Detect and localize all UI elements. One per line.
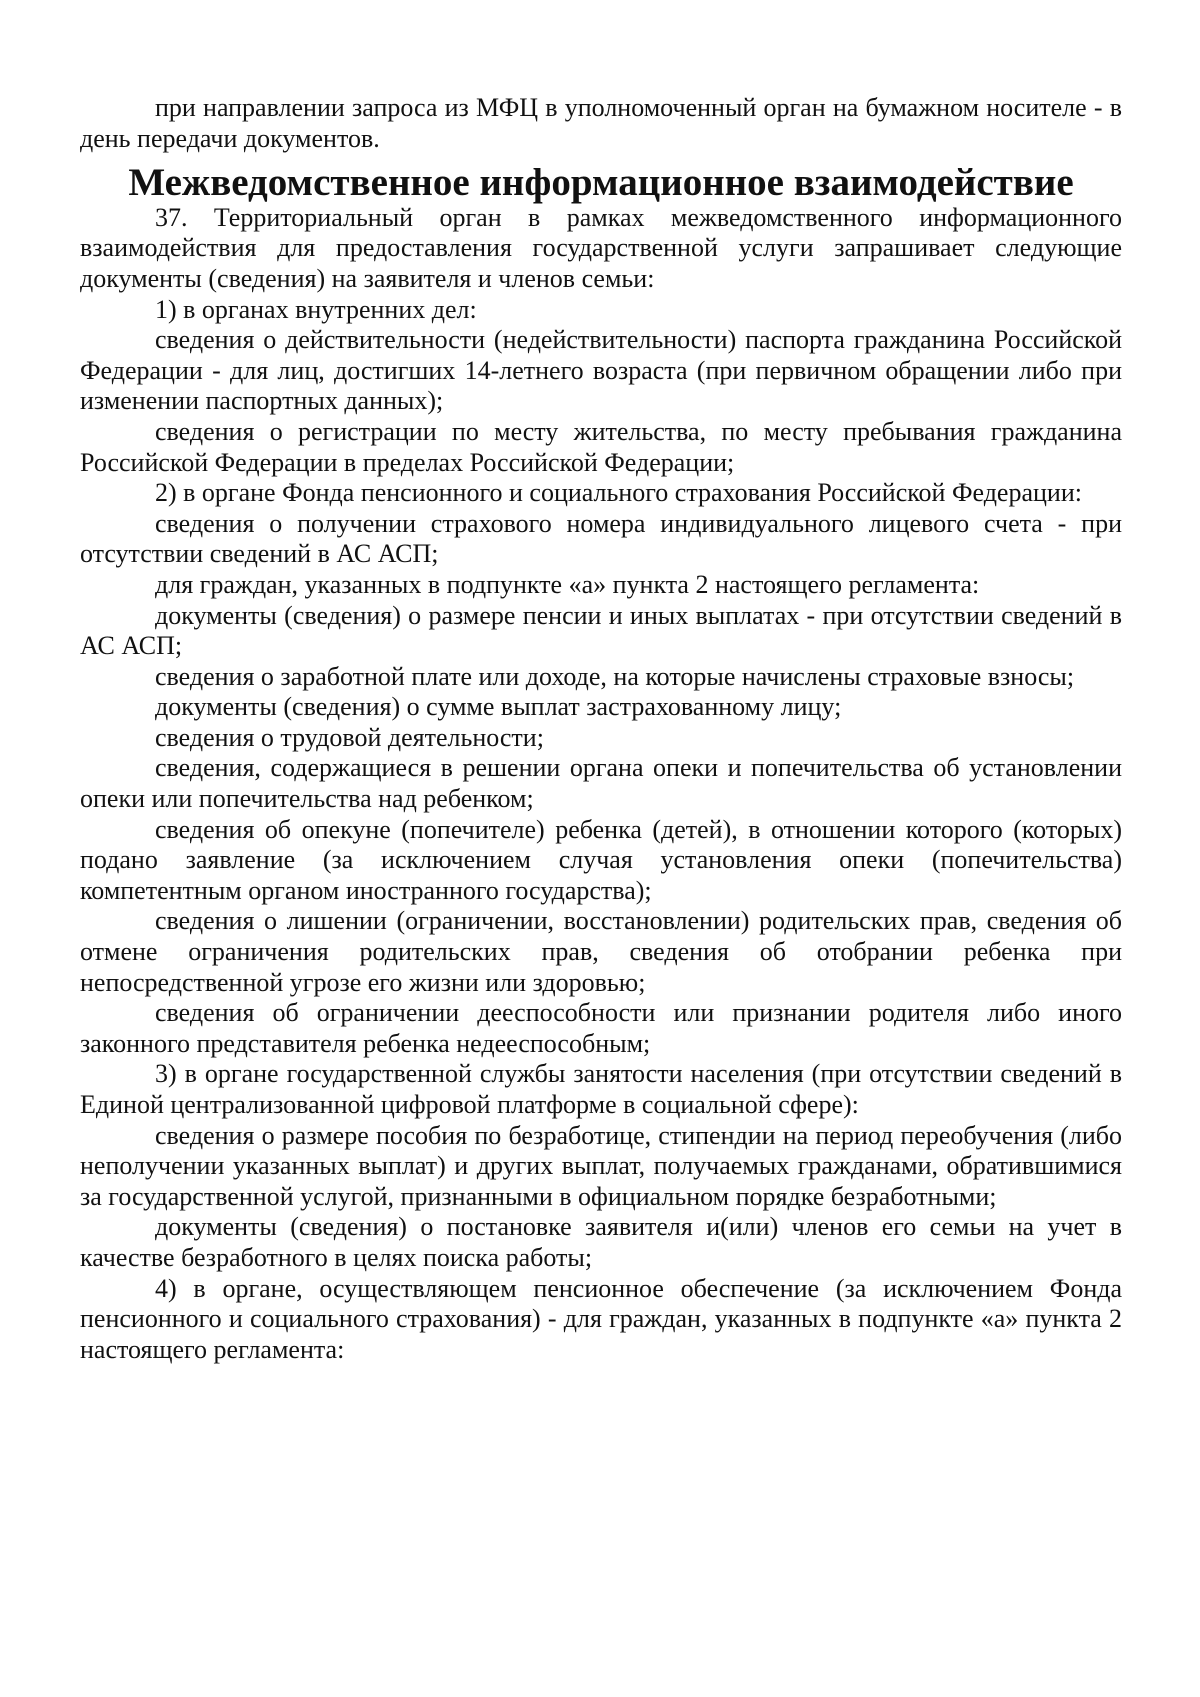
paragraph-snils: сведения о получении страхового номера индивидуального лицевого счета - при отсутствии сведений в АС АСП;	[80, 508, 1122, 569]
list-item-3-employment-service: 3) в органе государственной службы занятости населения (при отсутствии сведений в Единой централизованной цифровой платформе в социальной сфере):	[80, 1059, 1122, 1119]
paragraph-salary: сведения о заработной плате или доходе, на которые начислены страховые взносы;	[155, 661, 1075, 691]
paragraph-unemployment-benefit: сведения о размере пособия по безработице, стипендии на период переобучения (либо неполучении указанных выплат) и других выплат, получаемых гражданами, обратившимися за государственной услугой, признанными в официальном порядке безработными;	[80, 1120, 1122, 1211]
paragraph-37-intro: 37. Территориальный орган в рамках межведомственного информационного взаимодействия для предоставления государственной услуги запрашивает следующие документы (сведения) на заявителя и членов семьи:	[80, 202, 1122, 293]
paragraph-passport-validity: сведения о действительности (недействительности) паспорта гражданина Российской Федерации - для лиц, достигших 14-летнего возраста (при первичном обращении либо при изменении паспортных данных);	[80, 325, 1122, 416]
list-item-4-pension-provider: 4) в органе, осуществляющем пенсионное обеспечение (за исключением Фонда пенсионного и социального страхования) - для граждан, указанных в подпункте «а» пункта 2 настоящего регламента:	[80, 1273, 1122, 1364]
paragraph-payments-insured: документы (сведения) о сумме выплат застрахованному лицу;	[155, 692, 842, 722]
paragraph-legal-capacity: сведения об ограничении дееспособности или признании родителя либо иного законного представителя ребенка недееспособным;	[80, 998, 1122, 1058]
paragraph-registration: сведения о регистрации по месту жительства, по месту пребывания гражданина Российской Федерации в пределах Российской Федерации;	[80, 416, 1122, 477]
document-page	[80, 93, 1122, 1365]
paragraph-labor-activity: сведения о трудовой деятельности;	[155, 722, 544, 752]
paragraph-citizens-subpoint-a: для граждан, указанных в подпункте «а» пункта 2 настоящего регламента:	[155, 569, 980, 599]
paragraph-parental-rights: сведения о лишении (ограничении, восстановлении) родительских прав, сведения об отмене ограничения родительских прав, сведения об отобрании ребенка при непосредственной угрозе его жизни или здоровью;	[80, 906, 1122, 997]
paragraph-pension-size: документы (сведения) о размере пенсии и иных выплатах - при отсутствии сведений в АС АСП;	[80, 600, 1122, 661]
paragraph-guardian-info: сведения об опекуне (попечителе) ребенка (детей), в отношении которого (которых) подано заявление (за исключением случая установления опеки (попечительства) компетентным органом иностранного государства);	[80, 814, 1122, 905]
list-item-2-pension-fund: 2) в органе Фонда пенсионного и социального страхования Российской Федерации:	[155, 478, 1082, 508]
paragraph-unemployed-registration: документы (сведения) о постановке заявителя и(или) членов его семьи на учет в качестве безработного в целях поиска работы;	[80, 1212, 1122, 1272]
list-item-1-internal-affairs: 1) в органах внутренних дел:	[155, 294, 477, 324]
intro-paragraph: при направлении запроса из МФЦ в уполномоченный орган на бумажном носителе - в день передачи документов.	[80, 93, 1122, 153]
section-heading: Межведомственное информационное взаимодействие	[128, 161, 1074, 205]
paragraph-guardianship-decision: сведения, содержащиеся в решении органа опеки и попечительства об установлении опеки или попечительства над ребенком;	[80, 753, 1122, 814]
